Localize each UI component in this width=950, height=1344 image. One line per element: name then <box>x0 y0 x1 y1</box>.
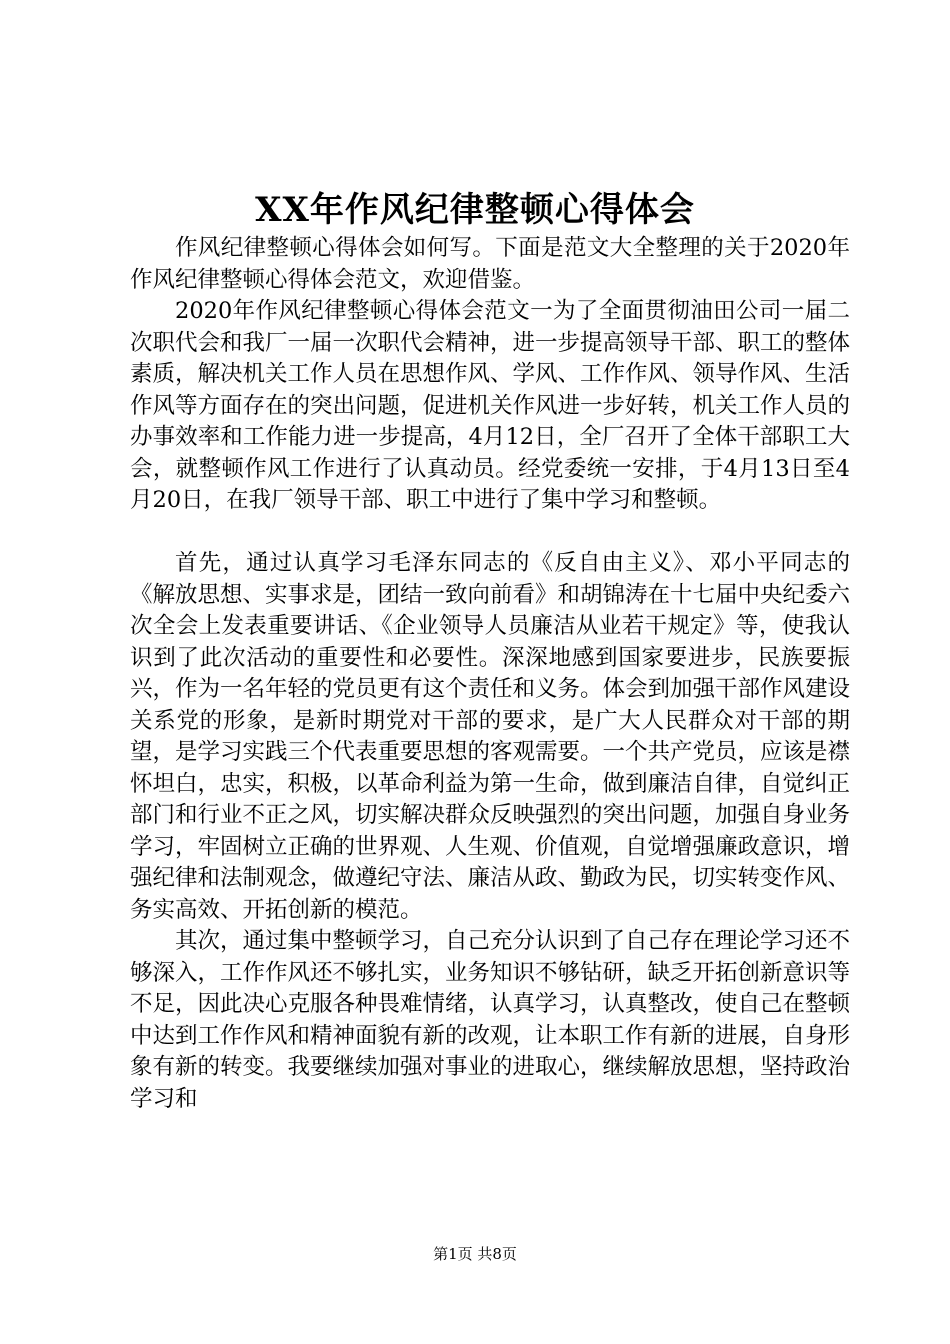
paragraph-intro: 作风纪律整顿心得体会如何写。下面是范文大全整理的关于2020年作风纪律整顿心得体会范文，欢迎借鉴。 <box>130 235 850 293</box>
document-title: XX年作风纪律整顿心得体会 <box>255 190 695 230</box>
page-indicator: 第1页 共8页 <box>433 1245 517 1263</box>
paragraph-first-point: 首先，通过认真学习毛泽东同志的《反自由主义》、邓小平同志的《解放思想、实事求是，团结一致向前看》和胡锦涛在十七届中央纪委六次全会上发表重要讲话、《企业领导人员廉洁从业若干规定》等，使我认识到了此次活动的重要性和必要性。深深地感到国家要进步，民族要振兴，作为一名年轻的党员更有这个责任和义务。体会到加强干部作风建设关系党的形象，是新时期党对干部的要求，是广大人民群众对干部的期望，是学习实践三个代表重要思想的客观需要。一个共产党员，应该是襟怀坦白，忠实，积极，以革命利益为第一生命，做到廉洁自律，自觉纠正部门和行业不正之风，切实解决群众反映强烈的突出问题，加强自身业务学习，牢固树立正确的世界观、人生观、价值观，自觉增强廉政意识，增强纪律和法制观念，做遵纪守法、廉洁从政、勤政为民，切实转变作风、务实高效、开拓创新的模范。 <box>130 550 851 923</box>
paragraph-second-point: 其次，通过集中整顿学习，自己充分认识到了自己存在理论学习还不够深入，工作作风还不够扎实，业务知识不够钻研，缺乏开拓创新意识等不足，因此决心克服各种畏难情绪，认真学习，认真整改，使自己在整顿中达到工作作风和精神面貌有新的改观，让本职工作有新的进展，自身形象有新的转变。我要继续加强对事业的进取心，继续解放思想，坚持政治学习和 <box>130 928 851 1112</box>
document-body <box>130 233 850 1115</box>
paragraph-sample-one: 2020年作风纪律整顿心得体会范文一为了全面贯彻油田公司一届二次职代会和我厂一届一次职代会精神，进一步提高领导干部、职工的整体素质，解决机关工作人员在思想作风、学风、工作作风、领导作风、生活作风等方面存在的突出问题，促进机关作风进一步好转，机关工作人员的办事效率和工作能力进一步提高，4月12日，全厂召开了全体干部职工大会，就整顿作风工作进行了认真动员。经党委统一安排，于4月13日至4月20日，在我厂领导干部、职工中进行了集中学习和整顿。 <box>130 298 851 513</box>
